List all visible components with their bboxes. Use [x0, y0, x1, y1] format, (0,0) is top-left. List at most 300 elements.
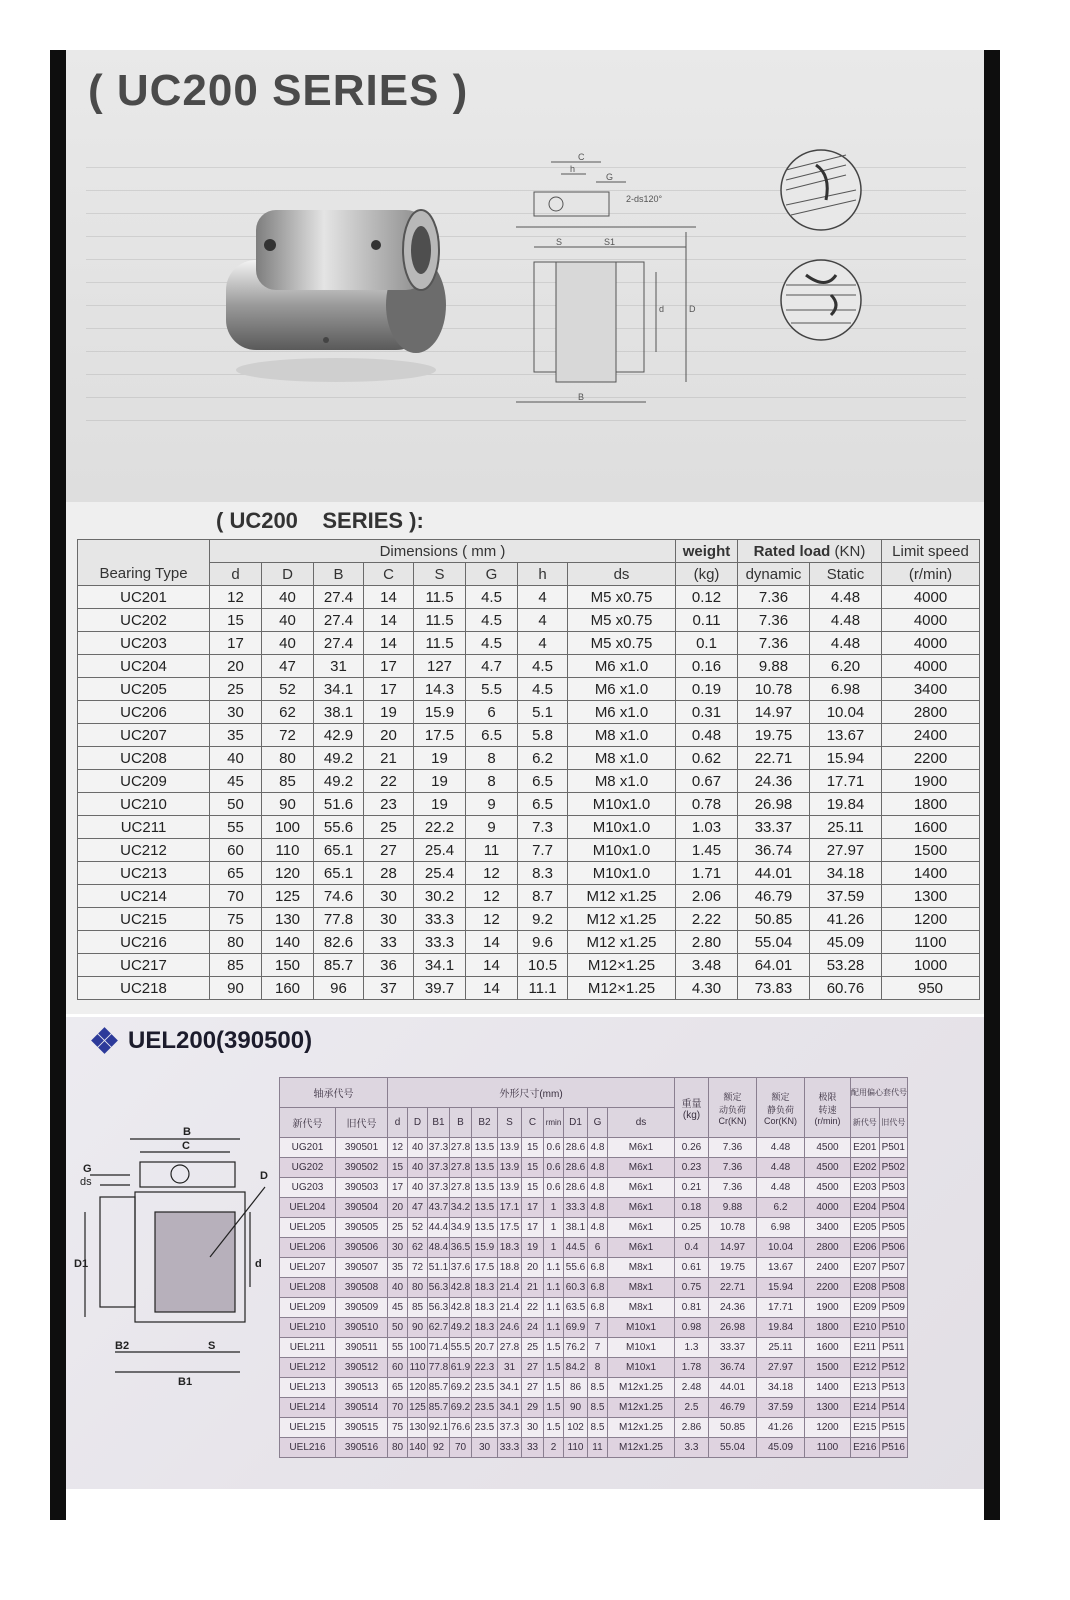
- table-cell: 17: [364, 655, 414, 678]
- uel-header-weight: 重量 (kg): [675, 1078, 709, 1138]
- table-row: [78, 839, 980, 862]
- table-cell: 20: [364, 724, 414, 747]
- table-cell: 6: [466, 701, 518, 724]
- header-weight-unit: (kg): [676, 563, 738, 586]
- table-cell: 6.5: [518, 793, 568, 816]
- table-cell: 42.8: [450, 1298, 472, 1318]
- table-cell: 160: [262, 977, 314, 1000]
- table-cell: M10x1.0: [568, 816, 676, 839]
- table-cell: 52: [408, 1218, 428, 1238]
- table-cell: P505: [879, 1218, 908, 1238]
- table-cell: 31: [314, 655, 364, 678]
- table-cell: 34.1: [498, 1378, 522, 1398]
- table-cell: 1900: [805, 1298, 851, 1318]
- table-cell: 1.45: [676, 839, 738, 862]
- table-cell: 0.1: [676, 632, 738, 655]
- table-cell: P512: [879, 1358, 908, 1378]
- table-cell: 90: [564, 1398, 588, 1418]
- table-cell: 77.8: [428, 1358, 450, 1378]
- table-cell: 47: [262, 655, 314, 678]
- table-cell: 20: [522, 1258, 544, 1278]
- table-cell: P502: [879, 1158, 908, 1178]
- table-cell: 390515: [336, 1418, 388, 1438]
- table-cell: 19.84: [810, 793, 882, 816]
- table-cell: M12 x1.25: [568, 931, 676, 954]
- seal-detail-upper: [776, 145, 866, 235]
- table-row: [280, 1178, 908, 1198]
- table-cell: 4000: [882, 609, 980, 632]
- diamond-bullet-icon: [92, 1028, 118, 1054]
- table-cell: 3.3: [675, 1438, 709, 1458]
- table-cell: 1.71: [676, 862, 738, 885]
- new-code-cell: UEL213: [280, 1378, 336, 1398]
- table-cell: 33: [522, 1438, 544, 1458]
- table-row: [78, 655, 980, 678]
- table-cell: 80: [408, 1278, 428, 1298]
- svg-text:h: h: [570, 164, 576, 174]
- table-cell: 1500: [882, 839, 980, 862]
- table-cell: 0.48: [676, 724, 738, 747]
- table-cell: E210: [851, 1318, 880, 1338]
- table-cell: 4.8: [588, 1178, 608, 1198]
- table-cell: 4.48: [810, 609, 882, 632]
- table-cell: 36.74: [709, 1358, 757, 1378]
- table-cell: 42.9: [314, 724, 364, 747]
- table-cell: 44.5: [564, 1238, 588, 1258]
- bearing-photo: [216, 190, 456, 390]
- uel-col-S: S: [498, 1108, 522, 1138]
- table-cell: 27.4: [314, 632, 364, 655]
- table-cell: 1300: [882, 885, 980, 908]
- table-cell: 390503: [336, 1178, 388, 1198]
- table-cell: M10x1.0: [568, 862, 676, 885]
- seal-detail-lower: [776, 255, 866, 345]
- table-cell: 4000: [882, 655, 980, 678]
- table-cell: 140: [262, 931, 314, 954]
- table-row: [78, 724, 980, 747]
- bearing-type-cell: UC209: [78, 770, 210, 793]
- table-cell: 17.71: [810, 770, 882, 793]
- table-cell: 14: [364, 609, 414, 632]
- table-cell: 11.5: [414, 632, 466, 655]
- table-cell: 33: [364, 931, 414, 954]
- table-cell: 37.3: [428, 1158, 450, 1178]
- table-cell: 71.4: [428, 1338, 450, 1358]
- svg-text:S: S: [208, 1340, 216, 1352]
- header-col-D: D: [262, 563, 314, 586]
- table-cell: P513: [879, 1378, 908, 1398]
- table-cell: 950: [882, 977, 980, 1000]
- table-row: [78, 632, 980, 655]
- table-cell: 8.5: [588, 1378, 608, 1398]
- table-cell: 6.20: [810, 655, 882, 678]
- table-cell: 390502: [336, 1158, 388, 1178]
- table-cell: 29: [522, 1398, 544, 1418]
- table-cell: 55.5: [450, 1338, 472, 1358]
- table-cell: 1600: [882, 816, 980, 839]
- table-cell: 51.1: [428, 1258, 450, 1278]
- table-cell: 130: [408, 1418, 428, 1438]
- table-cell: 34.1: [414, 954, 466, 977]
- table-row: [78, 816, 980, 839]
- table-cell: M5 x0.75: [568, 632, 676, 655]
- bearing-type-cell: UC211: [78, 816, 210, 839]
- series-header-photo: [66, 50, 984, 502]
- new-code-cell: UEL212: [280, 1358, 336, 1378]
- table-cell: E216: [851, 1438, 880, 1458]
- table-cell: 0.26: [675, 1138, 709, 1158]
- table-cell: 17: [364, 678, 414, 701]
- table-cell: 390512: [336, 1358, 388, 1378]
- new-code-cell: UEL215: [280, 1418, 336, 1438]
- series-title: ( UC200 SERIES ): [88, 66, 469, 115]
- new-code-cell: UG203: [280, 1178, 336, 1198]
- table-cell: E208: [851, 1278, 880, 1298]
- table-cell: 102: [564, 1418, 588, 1438]
- table-cell: E212: [851, 1358, 880, 1378]
- uel-col-ds: ds: [608, 1108, 675, 1138]
- table-cell: 49.2: [314, 770, 364, 793]
- table-cell: M5 x0.75: [568, 586, 676, 609]
- table-cell: M10x1: [608, 1318, 675, 1338]
- uel-header-speed: 极限 转速 (r/min): [805, 1078, 851, 1138]
- table-cell: 30: [210, 701, 262, 724]
- table-cell: 22: [522, 1298, 544, 1318]
- svg-text:G: G: [606, 172, 614, 182]
- table-cell: 1.78: [675, 1358, 709, 1378]
- table-cell: 37.3: [428, 1138, 450, 1158]
- table-cell: 10.04: [757, 1238, 805, 1258]
- table-cell: 9: [466, 816, 518, 839]
- table-cell: E201: [851, 1138, 880, 1158]
- table-cell: 150: [262, 954, 314, 977]
- table-cell: 2200: [805, 1278, 851, 1298]
- uel-header-dyn-load: 额定 动负荷 Cr(KN): [709, 1078, 757, 1138]
- table-cell: 3400: [882, 678, 980, 701]
- table-row: [280, 1278, 908, 1298]
- table-cell: 1: [544, 1198, 564, 1218]
- table-cell: 4.48: [810, 586, 882, 609]
- table-cell: 21: [364, 747, 414, 770]
- svg-text:d: d: [255, 1258, 262, 1270]
- svg-text:d: d: [659, 304, 665, 314]
- table-cell: 46.79: [738, 885, 810, 908]
- table-cell: 33.3: [414, 931, 466, 954]
- table-cell: 23.5: [472, 1398, 498, 1418]
- new-code-cell: UEL208: [280, 1278, 336, 1298]
- table-row: [280, 1158, 908, 1178]
- table-cell: 17: [388, 1178, 408, 1198]
- table-cell: 8.5: [588, 1418, 608, 1438]
- svg-text:2-ds120°: 2-ds120°: [626, 194, 663, 204]
- table-cell: 2400: [805, 1258, 851, 1278]
- table-cell: 55: [210, 816, 262, 839]
- table-cell: 0.81: [675, 1298, 709, 1318]
- table-cell: E211: [851, 1338, 880, 1358]
- table-cell: 36.74: [738, 839, 810, 862]
- table-cell: 21: [522, 1278, 544, 1298]
- table-cell: 4500: [805, 1158, 851, 1178]
- table-cell: 0.18: [675, 1198, 709, 1218]
- table-cell: 1.5: [544, 1358, 564, 1378]
- bearing-type-cell: UC202: [78, 609, 210, 632]
- table-cell: 0.6: [544, 1138, 564, 1158]
- bearing-type-cell: UC204: [78, 655, 210, 678]
- uel-header-code: 轴承代号: [280, 1078, 388, 1108]
- table-cell: 8.7: [518, 885, 568, 908]
- table-cell: 7.36: [709, 1158, 757, 1178]
- table-row: [280, 1438, 908, 1458]
- table-cell: 40: [262, 609, 314, 632]
- table-cell: 85.7: [428, 1378, 450, 1398]
- table-cell: 70: [210, 885, 262, 908]
- uel-col-B1: B1: [428, 1108, 450, 1138]
- table-cell: 390501: [336, 1138, 388, 1158]
- table-cell: 64.01: [738, 954, 810, 977]
- table-row: [280, 1378, 908, 1398]
- table-cell: 21.4: [498, 1278, 522, 1298]
- table-cell: 6.98: [757, 1218, 805, 1238]
- table-cell: P506: [879, 1238, 908, 1258]
- table-cell: 4.48: [810, 632, 882, 655]
- table-cell: 3400: [805, 1218, 851, 1238]
- table-row: [78, 885, 980, 908]
- uc200-table-title: ( UC200 SERIES ):: [216, 508, 424, 533]
- table-cell: 77.8: [314, 908, 364, 931]
- svg-text:S: S: [556, 237, 563, 247]
- uel-col-C: C: [522, 1108, 544, 1138]
- table-cell: 33.3: [564, 1198, 588, 1218]
- table-cell: 120: [408, 1378, 428, 1398]
- table-cell: 82.6: [314, 931, 364, 954]
- table-cell: 7: [588, 1318, 608, 1338]
- table-cell: 0.67: [676, 770, 738, 793]
- table-cell: 24.36: [709, 1298, 757, 1318]
- table-cell: M6x1: [608, 1158, 675, 1178]
- table-cell: 55.6: [314, 816, 364, 839]
- table-cell: 63.5: [564, 1298, 588, 1318]
- uel200-title: UEL200(390500): [128, 1027, 313, 1054]
- table-cell: 25.4: [414, 839, 466, 862]
- bearing-section-drawing: [506, 152, 746, 422]
- table-cell: P509: [879, 1298, 908, 1318]
- table-cell: 9.2: [518, 908, 568, 931]
- table-cell: 15.9: [414, 701, 466, 724]
- new-code-cell: UEL216: [280, 1438, 336, 1458]
- table-cell: 100: [262, 816, 314, 839]
- table-cell: 17.5: [498, 1218, 522, 1238]
- table-cell: 23.5: [472, 1378, 498, 1398]
- svg-text:C: C: [182, 1140, 190, 1152]
- table-cell: M5 x0.75: [568, 609, 676, 632]
- table-cell: 2.48: [675, 1378, 709, 1398]
- bearing-type-cell: UC215: [78, 908, 210, 931]
- table-cell: 0.23: [675, 1158, 709, 1178]
- table-cell: 34.18: [757, 1378, 805, 1398]
- table-cell: 1800: [805, 1318, 851, 1338]
- uel200-section: [66, 1017, 984, 1489]
- table-cell: M6 x1.0: [568, 678, 676, 701]
- table-cell: 34.1: [498, 1398, 522, 1418]
- table-cell: P515: [879, 1418, 908, 1438]
- uel-header-dims: 外形尺寸(mm): [388, 1078, 675, 1108]
- table-cell: 14.97: [709, 1238, 757, 1258]
- uel-header-old-code: 旧代号: [336, 1108, 388, 1138]
- table-cell: 18.3: [498, 1238, 522, 1258]
- table-cell: 27: [522, 1358, 544, 1378]
- table-cell: 60.76: [810, 977, 882, 1000]
- table-cell: 24.36: [738, 770, 810, 793]
- bearing-type-cell: UC201: [78, 586, 210, 609]
- table-cell: 7.3: [518, 816, 568, 839]
- table-cell: 19: [522, 1238, 544, 1258]
- table-cell: 45: [388, 1298, 408, 1318]
- table-cell: M12x1.25: [608, 1418, 675, 1438]
- table-cell: 13.9: [498, 1158, 522, 1178]
- table-cell: E202: [851, 1158, 880, 1178]
- table-cell: 45: [210, 770, 262, 793]
- table-cell: 390508: [336, 1278, 388, 1298]
- table-cell: 27.4: [314, 586, 364, 609]
- svg-text:B: B: [578, 392, 585, 402]
- table-cell: 15.94: [810, 747, 882, 770]
- bearing-type-cell: UC218: [78, 977, 210, 1000]
- table-cell: 11: [588, 1438, 608, 1458]
- table-cell: M10x1.0: [568, 839, 676, 862]
- table-cell: 74.6: [314, 885, 364, 908]
- table-row: [78, 701, 980, 724]
- table-cell: 15: [522, 1158, 544, 1178]
- uel-header-housing-new: 新代号: [851, 1108, 880, 1138]
- table-cell: 27.8: [450, 1178, 472, 1198]
- table-cell: 6.2: [757, 1198, 805, 1218]
- table-cell: 13.67: [810, 724, 882, 747]
- table-cell: 0.11: [676, 609, 738, 632]
- table-cell: 60: [388, 1358, 408, 1378]
- table-cell: 40: [408, 1158, 428, 1178]
- table-cell: P516: [879, 1438, 908, 1458]
- table-cell: 4.7: [466, 655, 518, 678]
- header-col-C: C: [364, 563, 414, 586]
- table-cell: 30: [472, 1438, 498, 1458]
- table-cell: 56.3: [428, 1278, 450, 1298]
- table-row: [280, 1398, 908, 1418]
- uel-col-D: D: [408, 1108, 428, 1138]
- table-cell: 25: [364, 816, 414, 839]
- table-cell: 50: [210, 793, 262, 816]
- svg-text:ds: ds: [80, 1176, 92, 1188]
- right-border-bar: [984, 50, 1000, 1520]
- table-cell: 69.2: [450, 1398, 472, 1418]
- table-cell: 2.86: [675, 1418, 709, 1438]
- table-cell: 14.97: [738, 701, 810, 724]
- table-cell: 33.37: [709, 1338, 757, 1358]
- table-cell: 14: [466, 931, 518, 954]
- table-cell: 8: [588, 1358, 608, 1378]
- table-cell: 85.7: [428, 1398, 450, 1418]
- table-row: [280, 1418, 908, 1438]
- table-cell: 9.6: [518, 931, 568, 954]
- table-cell: M6x1: [608, 1138, 675, 1158]
- table-cell: 120: [262, 862, 314, 885]
- table-cell: 85: [210, 954, 262, 977]
- table-cell: P514: [879, 1398, 908, 1418]
- table-cell: 4000: [882, 632, 980, 655]
- table-cell: 40: [388, 1278, 408, 1298]
- table-cell: E204: [851, 1198, 880, 1218]
- table-cell: 8: [466, 770, 518, 793]
- table-cell: 76.2: [564, 1338, 588, 1358]
- table-cell: 34.1: [314, 678, 364, 701]
- table-cell: 19.75: [738, 724, 810, 747]
- table-cell: 56.3: [428, 1298, 450, 1318]
- new-code-cell: UEL209: [280, 1298, 336, 1318]
- table-cell: 62.7: [428, 1318, 450, 1338]
- table-cell: 85: [408, 1298, 428, 1318]
- table-cell: E209: [851, 1298, 880, 1318]
- table-cell: 14: [466, 977, 518, 1000]
- table-cell: 26.98: [709, 1318, 757, 1338]
- table-cell: 13.5: [472, 1198, 498, 1218]
- table-cell: 40: [262, 632, 314, 655]
- table-cell: 4.8: [588, 1138, 608, 1158]
- table-cell: 72: [262, 724, 314, 747]
- header-bearing-type: Bearing Type: [78, 540, 210, 586]
- table-cell: 8.5: [588, 1398, 608, 1418]
- table-cell: 15.9: [472, 1238, 498, 1258]
- table-cell: E207: [851, 1258, 880, 1278]
- table-cell: 4.8: [588, 1218, 608, 1238]
- table-cell: 24: [522, 1318, 544, 1338]
- table-cell: M12 x1.25: [568, 885, 676, 908]
- table-cell: 390507: [336, 1258, 388, 1278]
- table-cell: 0.21: [675, 1178, 709, 1198]
- table-cell: 10.04: [810, 701, 882, 724]
- uel200-table: [279, 1077, 908, 1458]
- table-cell: 17: [210, 632, 262, 655]
- table-cell: 13.5: [472, 1218, 498, 1238]
- table-cell: 30: [522, 1418, 544, 1438]
- table-cell: 40: [408, 1178, 428, 1198]
- table-row: [280, 1318, 908, 1338]
- table-cell: 10.78: [738, 678, 810, 701]
- table-cell: 11.5: [414, 609, 466, 632]
- header-col-h: h: [518, 563, 568, 586]
- table-cell: 15: [522, 1178, 544, 1198]
- table-cell: 28.6: [564, 1158, 588, 1178]
- table-cell: 8: [466, 747, 518, 770]
- table-cell: 37: [364, 977, 414, 1000]
- table-cell: 19: [414, 747, 466, 770]
- table-cell: 22.3: [472, 1358, 498, 1378]
- table-row: [78, 862, 980, 885]
- table-cell: 90: [210, 977, 262, 1000]
- table-cell: 27.97: [757, 1358, 805, 1378]
- uel-header-housing-old: 旧代号: [879, 1108, 908, 1138]
- table-cell: 38.1: [314, 701, 364, 724]
- table-cell: 31: [498, 1358, 522, 1378]
- table-cell: 96: [314, 977, 364, 1000]
- table-cell: M8x1: [608, 1258, 675, 1278]
- table-cell: 61.9: [450, 1358, 472, 1378]
- table-row: [280, 1138, 908, 1158]
- table-cell: 130: [262, 908, 314, 931]
- header-dynamic: dynamic: [738, 563, 810, 586]
- table-cell: 37.59: [757, 1398, 805, 1418]
- table-cell: 4500: [805, 1138, 851, 1158]
- table-cell: 7: [588, 1338, 608, 1358]
- table-cell: 13.5: [472, 1138, 498, 1158]
